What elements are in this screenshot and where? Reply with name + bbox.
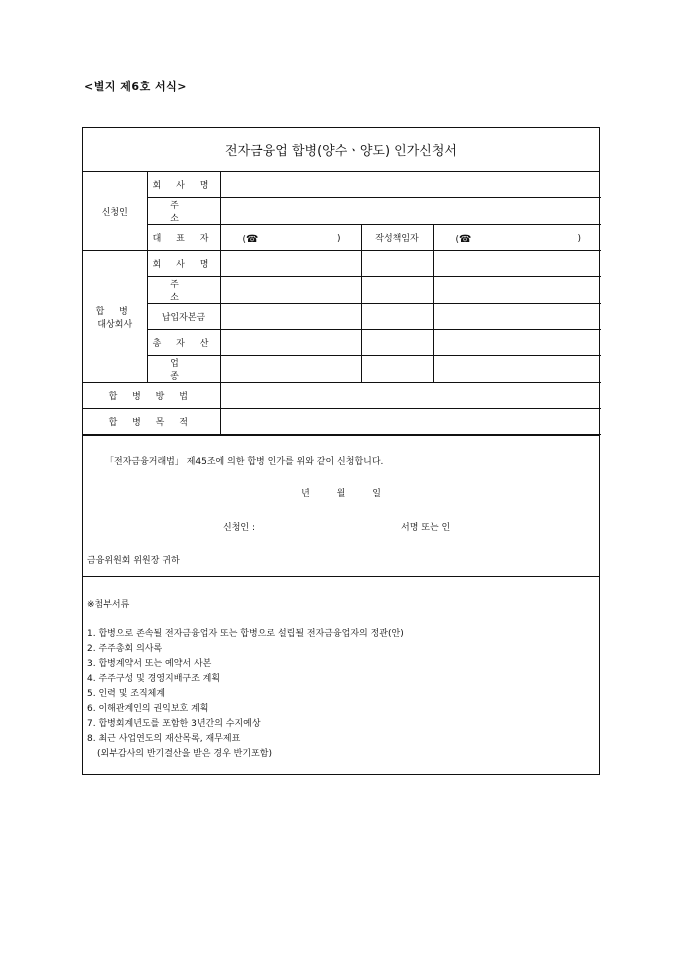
form-number-label: <별지 제6호 서식>: [84, 80, 188, 93]
merger-purpose-label: 합 병 목 적: [83, 409, 220, 435]
target-address-field-2[interactable]: [361, 277, 433, 304]
applicant-address-row: [83, 198, 601, 225]
target-capital-label: 납입자본금: [147, 304, 220, 330]
date-month: 월: [336, 489, 346, 499]
target-header: [83, 251, 147, 383]
target-address-field-1[interactable]: [220, 277, 361, 304]
attachment-item: 5. 인력 및 조직체계: [87, 689, 166, 699]
target-assets-field-3[interactable]: [433, 330, 601, 356]
attachment-item: 3. 합병계약서 또는 예약서 사본: [87, 659, 212, 669]
target-capital-field-3[interactable]: [433, 304, 601, 330]
merger-purpose-field[interactable]: [220, 409, 601, 435]
target-assets-field-2[interactable]: [361, 330, 433, 356]
merger-method-row: [83, 383, 601, 409]
merger-purpose-row: [83, 409, 601, 435]
addressee: 금융위원회 위원장 귀하: [87, 556, 180, 566]
form-title: 전자금융업 합병(양수ㆍ양도) 인가신청서: [83, 128, 599, 172]
applicant-representative-label: 대 표 자: [147, 225, 220, 251]
attachment-item: 7. 합병회계년도를 포함한 3년간의 수지예상: [87, 719, 261, 729]
target-business-field-3[interactable]: [433, 356, 601, 383]
merger-method-label: 합 병 방 법: [83, 383, 220, 409]
paren-open: (: [455, 235, 460, 245]
attachments-title: ※첨부서류: [87, 600, 130, 610]
application-form: [82, 127, 600, 775]
applicant-header: 신청인: [83, 172, 147, 251]
target-business-row: [83, 356, 601, 383]
target-header-line2: 대상회사: [97, 319, 133, 330]
preparer-label: 작성책임자: [361, 225, 433, 251]
target-capital-field-2[interactable]: [361, 304, 433, 330]
paren-close: ): [577, 234, 582, 244]
target-header-line1: 합 병: [95, 306, 134, 317]
phone-icon: ☎: [459, 234, 472, 245]
paren-close: ): [336, 234, 341, 244]
applicant-company-row: [83, 172, 601, 198]
target-address-row: [83, 277, 601, 304]
target-assets-label: 총 자 산: [147, 330, 220, 356]
target-company-name-field-1[interactable]: [220, 251, 361, 277]
target-business-field-2[interactable]: [361, 356, 433, 383]
attachment-item: 6. 이해관계인의 권익보호 계획: [87, 704, 209, 714]
target-address-label: 주 소: [147, 277, 220, 304]
representative-phone-field[interactable]: [220, 225, 361, 251]
date-day: 일: [372, 489, 381, 499]
attachment-item: 1. 합병으로 존속될 전자금융업자 또는 합병으로 설립될 전자금융업자의 정관(안): [87, 629, 404, 639]
target-business-label: 업 종: [147, 356, 220, 383]
application-table: [83, 172, 601, 435]
preparer-phone-field[interactable]: [433, 225, 601, 251]
target-company-name-label: 회 사 명: [147, 251, 220, 277]
attachment-item: 2. 주주총회 의사록: [87, 644, 163, 654]
applicant-company-name-field[interactable]: [220, 172, 601, 198]
target-capital-row: [83, 304, 601, 330]
attachment-item: 4. 주주구성 및 경영지배구조 계획: [87, 674, 221, 684]
target-company-name-field-3[interactable]: [433, 251, 601, 277]
attachments-section: [83, 576, 599, 762]
target-business-field-1[interactable]: [220, 356, 361, 383]
target-company-row: [83, 251, 601, 277]
applicant-sign-label: 신청인 :: [223, 523, 255, 533]
attachment-note: (외부감사의 반기결산을 받은 경우 반기포함): [97, 749, 272, 759]
applicant-address-field[interactable]: [220, 198, 601, 225]
attachment-item: 8. 최근 사업연도의 재산목록, 재무제표: [87, 734, 241, 744]
declaration-text: 「전자금융거래법」 제45조에 의한 합병 인가를 위와 같이 신청합니다.: [105, 457, 384, 467]
applicant-company-name-label: 회 사 명: [147, 172, 220, 198]
applicant-address-label: 주 소: [147, 198, 220, 225]
target-capital-field-1[interactable]: [220, 304, 361, 330]
target-assets-row: [83, 330, 601, 356]
applicant-representative-row: [83, 225, 601, 251]
signature-label: 서명 또는 인: [401, 523, 451, 533]
date-year: 년: [301, 489, 310, 499]
declaration-section: [83, 435, 599, 576]
declaration-date: [83, 486, 599, 499]
merger-method-field[interactable]: [220, 383, 601, 409]
target-address-field-3[interactable]: [433, 277, 601, 304]
phone-icon: ☎: [246, 234, 259, 245]
paren-open: (: [242, 235, 247, 245]
target-company-name-field-2[interactable]: [361, 251, 433, 277]
target-assets-field-1[interactable]: [220, 330, 361, 356]
